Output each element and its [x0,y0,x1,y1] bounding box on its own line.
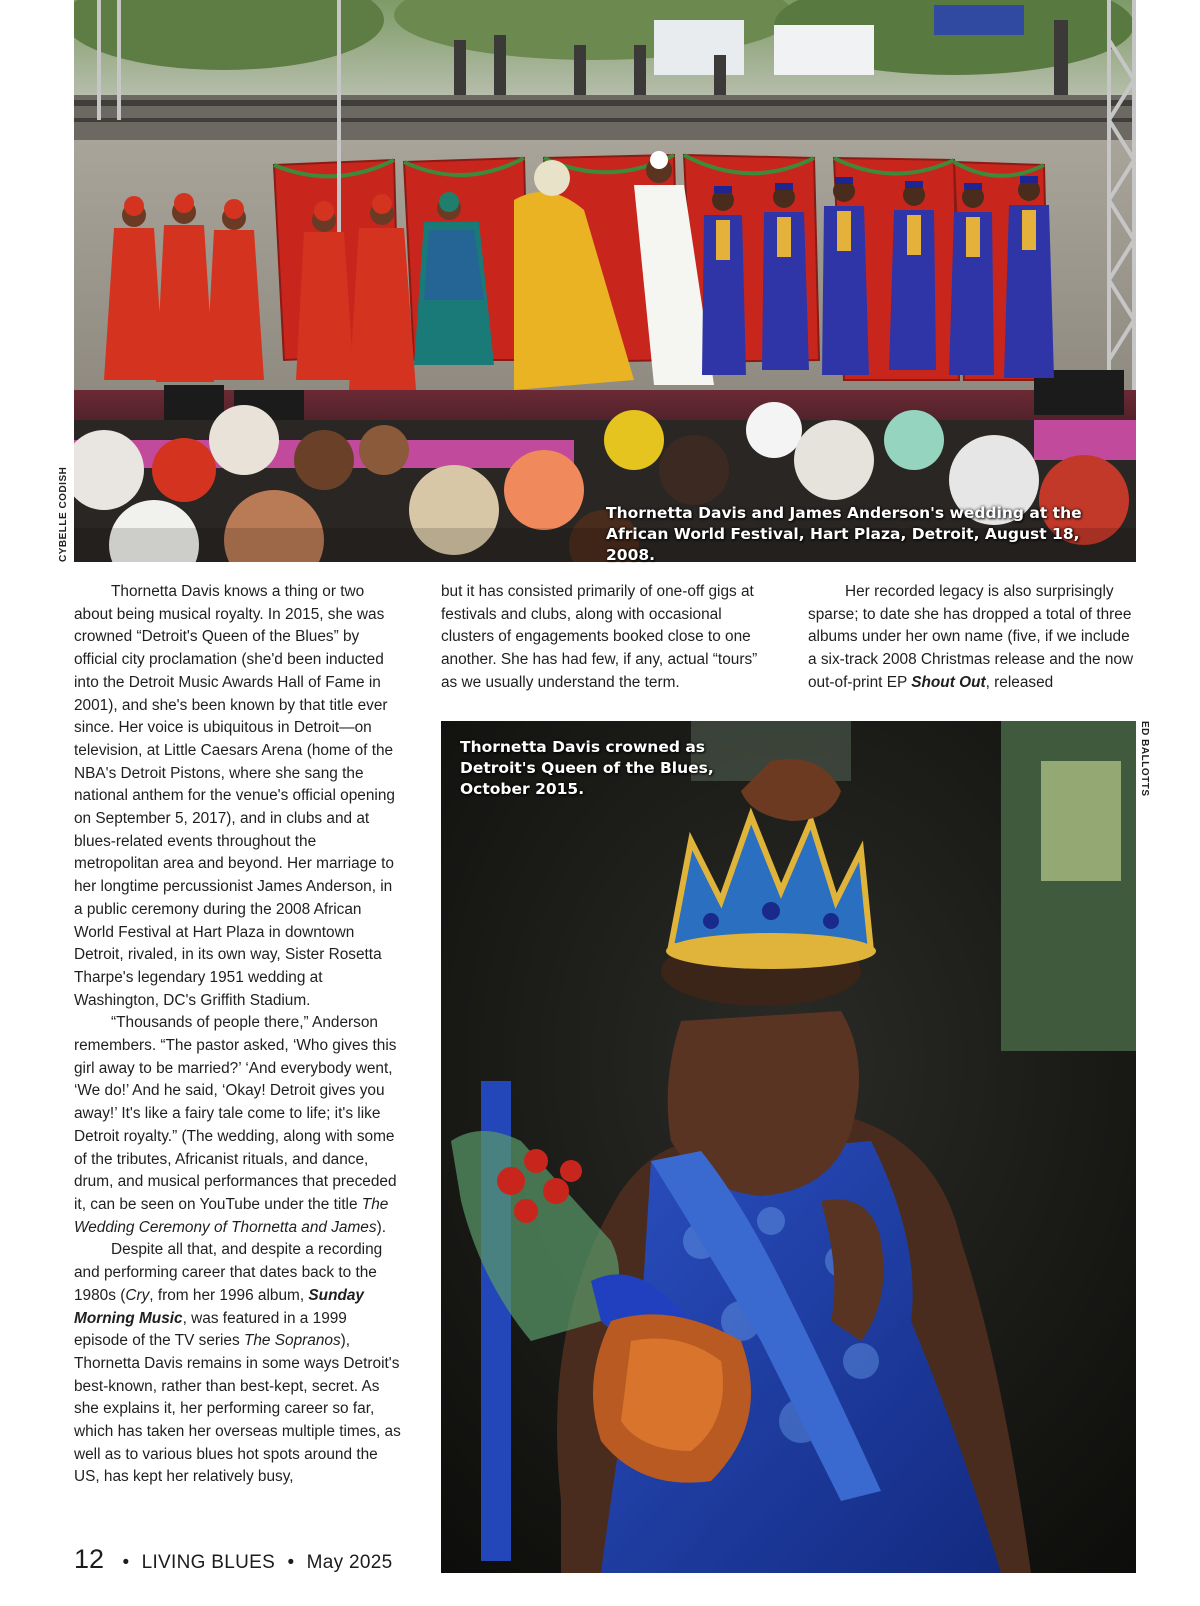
paragraph-2: “Thousands of people there,” Anderson remembers. “The pastor asked, ‘Who gives this girl away to be married?’ ‘And everybody went, ‘We do!’ And he said, ‘Okay! Detroit gives you away!’ It's like a fairy tale come to life; it's like Detroit royalty.” (The wedding, along with some of the tributes, Africanist rituals, and dance, drum, and musical performances that preceded it, can be seen on YouTube under the title The Wedding Ceremony of Thornetta and James). [74,1014,397,1236]
top-photo-credit: CYBELLE CODISH [58,466,69,562]
paragraph-1: Thornetta Davis knows a thing or two about being musical royalty. In 2015, she was crowned “Detroit's Queen of the Blues” by official city proclamation (she'd been inducted into the Detroit Music Awards Hall of Fame in 2001), and she's been known by that title ever since. Her voice is ubiquitous in Detroit—on television, at Little Caesars Arena (home of the NBA's Detroit Pistons, where she sang the national anthem for the venue's official opening on September 5, 2017), and in clubs and at blues-related events throughout the metropolitan area and beyond. Her marriage to her longtime percussionist James Anderson, in a public ceremony during the 2008 African World Festival at Hart Plaza in downtown Detroit, rivaled, in its own way, Sister Rosetta Tharpe's legendary 1951 wedding at Washington, DC's Griffith Stadium. [74,583,395,1009]
song-title: Cry [125,1286,150,1304]
paragraph-3: Despite all that, and despite a recording and performing career that dates back to the 1980s (Cry, from her 1996 album, Sunday Morning Music, was featured in a 1999 episode of the TV series The Sopranos), Thornetta Davis remains in some ways Detroit's best-known, rather than best-kept, secret. As she explains it, her performing career so far, which has taken her overseas multiple times, as well as to various blues hot spots around the US, has kept her relatively busy, [74,1241,401,1486]
magazine-name: LIVING BLUES [141,1552,276,1573]
page-number: 12 [74,1544,105,1574]
show-title: The Sopranos [243,1332,341,1350]
video-title: The Wedding Ceremony of Thornetta and James [74,1195,389,1236]
footer-separator: • [122,1552,130,1573]
bottom-photo-caption: Thornetta Davis crowned as Detroit's Queen of the Blues, October 2015. [460,738,714,798]
album-title: Sunday Morning Music [74,1286,364,1327]
bottom-photo-credit: ED BALLOTTS [1139,721,1150,797]
issue-date: May 2025 [306,1552,393,1573]
article-column-1 [74,581,404,1489]
footer-separator: • [287,1552,295,1573]
article-column-3 [808,581,1138,695]
paragraph-5: Her recorded legacy is also surprisingly sparse; to date she has dropped a total of three albums under her own name (five, if we include a six-track 2008 Christmas release and the now out-of-print EP Shout Out, released [808,583,1134,691]
ep-title: Shout Out [911,673,986,691]
top-photo-caption: Thornetta Davis and James Anderson's wedding at the African World Festival, Hart Plaza, Detroit, August 18, 2008. [606,504,1082,564]
article-column-2 [441,581,771,695]
crowning-photo [441,721,1136,1573]
page-footer [74,1544,393,1575]
wedding-photo [74,0,1136,562]
paragraph-4: but it has consisted primarily of one-off gigs at festivals and clubs, along with occasional clusters of engagements booked close to one another. She has had few, if any, actual “tours” as we usually understand the term. [441,583,758,691]
